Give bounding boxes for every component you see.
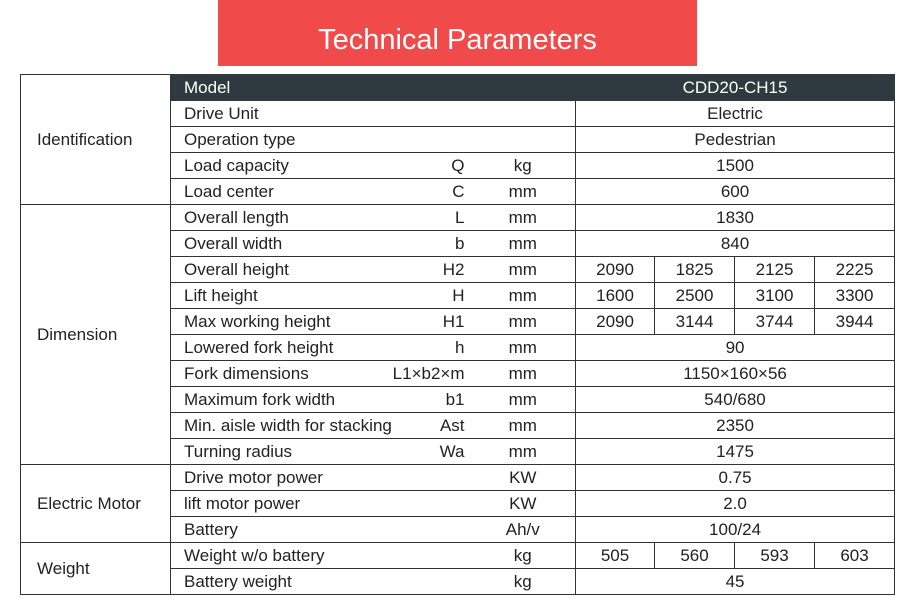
param-symbol: L (366, 205, 471, 231)
param-symbol: b1 (366, 387, 471, 413)
spec-table (20, 74, 895, 595)
group-label: Dimension (21, 205, 171, 465)
param-name: Battery weight (171, 569, 366, 595)
param-symbol: Ast (366, 413, 471, 439)
param-value: 840 (576, 231, 895, 257)
param-value: 3100 (735, 283, 815, 309)
param-symbol (366, 491, 471, 517)
param-name: Load capacity (171, 153, 366, 179)
param-name: Lowered fork height (171, 335, 366, 361)
param-unit: mm (471, 439, 576, 465)
group-label: Identification (21, 75, 171, 205)
param-name: Load center (171, 179, 366, 205)
param-value: 1500 (576, 153, 895, 179)
param-unit: mm (471, 283, 576, 309)
param-name: Drive Unit (171, 101, 366, 127)
param-name: Drive motor power (171, 465, 366, 491)
param-value: 603 (815, 543, 895, 569)
param-name: Overall length (171, 205, 366, 231)
param-unit: kg (471, 153, 576, 179)
param-value: 1150×160×56 (576, 361, 895, 387)
param-unit: mm (471, 179, 576, 205)
param-name: Maximum fork width (171, 387, 366, 413)
param-symbol: h (366, 335, 471, 361)
param-value: 593 (735, 543, 815, 569)
param-unit (471, 127, 576, 153)
param-value: 2.0 (576, 491, 895, 517)
param-symbol (366, 543, 471, 569)
param-symbol (366, 465, 471, 491)
param-unit: mm (471, 231, 576, 257)
page-title: Technical Parameters (318, 23, 597, 56)
param-unit: kg (471, 569, 576, 595)
param-symbol: Q (366, 153, 471, 179)
param-unit: KW (471, 491, 576, 517)
param-name: Lift height (171, 283, 366, 309)
table-row (21, 205, 895, 231)
param-value: 2225 (815, 257, 895, 283)
param-unit: mm (471, 413, 576, 439)
param-value: 3144 (655, 309, 735, 335)
param-value: 2125 (735, 257, 815, 283)
param-value: 505 (576, 543, 655, 569)
param-symbol: H1 (366, 309, 471, 335)
param-unit: mm (471, 387, 576, 413)
param-unit: kg (471, 543, 576, 569)
param-name: Fork dimensions (171, 361, 366, 387)
param-symbol: C (366, 179, 471, 205)
param-name: Min. aisle width for stacking (171, 413, 366, 439)
param-symbol (366, 569, 471, 595)
param-value: 3944 (815, 309, 895, 335)
param-value: 540/680 (576, 387, 895, 413)
param-value: 560 (655, 543, 735, 569)
param-unit (471, 101, 576, 127)
param-value: 45 (576, 569, 895, 595)
param-value: 1825 (655, 257, 735, 283)
model-label: Model (171, 75, 576, 101)
model-value: CDD20-CH15 (576, 75, 895, 101)
table-row (21, 465, 895, 491)
param-symbol: Wa (366, 439, 471, 465)
table-row (21, 543, 895, 569)
param-symbol (366, 101, 471, 127)
param-value: Electric (576, 101, 895, 127)
param-unit: KW (471, 465, 576, 491)
param-value: Pedestrian (576, 127, 895, 153)
param-unit: mm (471, 335, 576, 361)
param-unit: mm (471, 309, 576, 335)
param-name: Max working height (171, 309, 366, 335)
param-symbol (366, 127, 471, 153)
param-value: 2090 (576, 309, 655, 335)
param-symbol (366, 517, 471, 543)
param-value: 3300 (815, 283, 895, 309)
param-value: 3744 (735, 309, 815, 335)
param-symbol: H (366, 283, 471, 309)
param-value: 2350 (576, 413, 895, 439)
param-value: 1475 (576, 439, 895, 465)
param-name: lift motor power (171, 491, 366, 517)
group-label: Electric Motor (21, 465, 171, 543)
param-unit: mm (471, 361, 576, 387)
param-unit: Ah/v (471, 517, 576, 543)
table-header-row (21, 75, 895, 101)
group-label: Weight (21, 543, 171, 595)
param-symbol: b (366, 231, 471, 257)
param-value: 1830 (576, 205, 895, 231)
param-name: Turning radius (171, 439, 366, 465)
param-value: 90 (576, 335, 895, 361)
param-value: 2500 (655, 283, 735, 309)
param-value: 1600 (576, 283, 655, 309)
param-value: 100/24 (576, 517, 895, 543)
param-symbol: H2 (366, 257, 471, 283)
param-name: Overall width (171, 231, 366, 257)
param-unit: mm (471, 257, 576, 283)
param-name: Overall height (171, 257, 366, 283)
param-symbol: L1×b2×m (366, 361, 471, 387)
param-value: 0.75 (576, 465, 895, 491)
param-name: Operation type (171, 127, 366, 153)
param-name: Weight w/o battery (171, 543, 366, 569)
param-name: Battery (171, 517, 366, 543)
param-unit: mm (471, 205, 576, 231)
param-value: 600 (576, 179, 895, 205)
title-banner (218, 0, 697, 66)
param-value: 2090 (576, 257, 655, 283)
